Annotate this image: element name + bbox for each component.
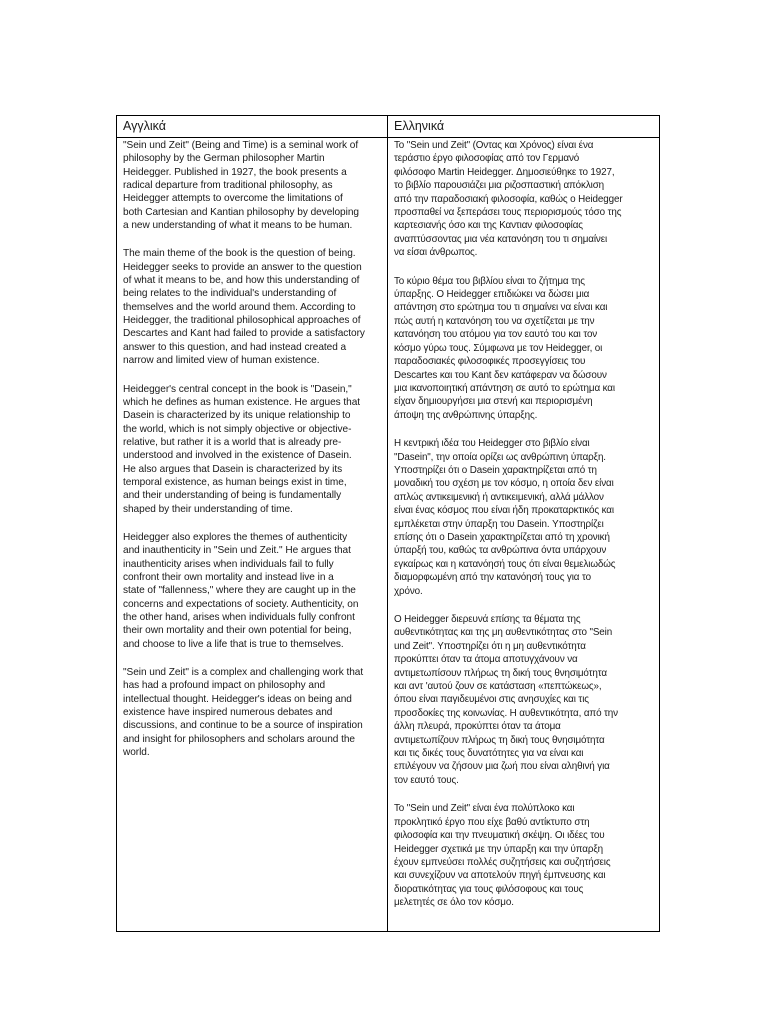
greek-paragraph: Η κεντρική ιδέα του Heidegger στο βιβλίο είναι "Dasein", την οποία ορίζει ως ανθρώπινη ύπαρξη. Υποστηρίζει ότι ο Dasein χαρακτηρίζεται από τη μοναδική του σχέση με τον κόσμο, η οποία δεν είναι απλώς αντικειμενική ή αντικειμενική, αλλά μάλλον είναι ένας κόσμος που είναι ήδη προκαταρκτικός και εμπλέκεται στην ύπαρξη του Dasein. Υποστηρίζει επίσης ότι ο Dasein χαρακτηρίζεται από τη χρονική ύπαρξή του, καθώς τα ανθρώπινα όντα υπάρχουν εγκαίρως και η κατανόησή τους ότι είναι θεμελιωδώς διαμορφωμένη από την κατανόησή τους για το χρόνο. <box>394 438 616 597</box>
greek-paragraph: Το "Sein und Zeit" (Οντας και Χρόνος) είναι ένα τεράστιο έργο φιλοσοφίας από τον Γερμανό φιλόσοφο Martin Heidegger. Δημοσιεύθηκε το 1927, το βιβλίο παρουσιάζει μια ριζοσπαστική απόκλιση από την παραδοσιακή φιλοσοφία, καθώς ο Heidegger προσπαθεί να ξεπεράσει τους περιορισμούς τόσο της καρτεσιανής όσο και της Καντιαν φιλοσοφίας αναπτύσσοντας μια νέα κατανόηση του τι σημαίνει να είσαι άνθρωπος. <box>394 140 623 259</box>
translation-table <box>116 115 660 932</box>
header-greek: Ελληνικά <box>388 116 660 138</box>
table-header-row <box>117 116 660 138</box>
english-paragraph: "Sein und Zeit" is a complex and challenging work that has had a profound impact on philosophy and intellectual thought. Heidegger's ideas on being and existence have inspired numerous debates and discussions, and continue to be a source of inspiration and insight for philosophers and scholars around the world. <box>123 667 364 759</box>
table-body-row <box>117 138 660 932</box>
header-english: Αγγλικά <box>117 116 388 138</box>
english-paragraph: Heidegger also explores the themes of authenticity and inauthenticity in "Sein und Zeit." He argues that inauthenticity arises when individuals fail to fully confront their own mortality and instead live in a state of "fallenness," where they are caught up in the concerns and expectations of society. Authenticity, on the other hand, arises when individuals fully confront their own mortality and their own potential for being, and choose to live a life that is true to themselves. <box>123 531 359 650</box>
greek-paragraph: Το κύριο θέμα του βιβλίου είναι το ζήτημα της ύπαρξης. Ο Heidegger επιδιώκει να δώσει μια απάντηση στο ερώτημα του τι σημαίνει να είναι και πώς αυτή η κατανόηση του να σχετίζεται με την κατανόηση του ατόμου για τον εαυτό του και τον κόσμο γύρω τους. Σύμφωνα με τον Heidegger, οι παραδοσιακές φιλοσοφικές προσεγγίσεις του Descartes και του Kant δεν κατάφεραν να δώσουν μια ικανοποιητική απάντηση σε αυτό το ερώτημα και είχαν δημιουργήσει μια στενή και περιορισμένη άποψη της ανθρώπινης ύπαρξης. <box>394 275 615 421</box>
greek-text-cell <box>388 138 660 932</box>
english-paragraph: The main theme of the book is the question of being. Heidegger seeks to provide an answer to the question of what it means to be, and how this understanding of being relates to the individual's understanding of themselves and the world around them. According to Heidegger, the traditional philosophical approaches of Descartes and Kant had failed to provide a satisfactory answer to this question, and had instead created a narrow and limited view of human existence. <box>123 248 365 367</box>
greek-paragraph: Το "Sein und Zeit" είναι ένα πολύπλοκο και προκλητικό έργο που είχε βαθύ αντίκτυπο στη φιλοσοφία και την πνευματική σκέψη. Οι ιδέες του Heidegger σχετικά με την ύπαρξη και την ύπαρξη έχουν εμπνεύσει πολλές συζητήσεις και συζητήσεις και συνεχίζουν να αποτελούν πηγή έμπνευσης και διορατικότητας για τους φιλόσοφους και τους μελετητές σε όλο τον κόσμο. <box>394 803 611 909</box>
english-paragraph: Heidegger's central concept in the book is "Dasein," which he defines as human existence. He argues that Dasein is characterized by its unique relationship to the world, which is not simply objective or objective- relative, but rather it is a world that is already pre- understood and involved in the existence of Dasein. He also argues that Dasein is characterized by its temporal existence, as human beings exist in time, and their understanding of being is fundamentally shaped by their understanding of time. <box>123 383 361 515</box>
english-paragraph: "Sein und Zeit" (Being and Time) is a seminal work of philosophy by the German philosopher Martin Heidegger. Published in 1927, the book presents a radical departure from traditional philosophy, as Heidegger attempts to overcome the limitations of both Cartesian and Kantian philosophy by developing a new understanding of what it means to be human. <box>123 140 359 232</box>
english-text-cell <box>117 138 388 932</box>
greek-paragraph: Ο Heidegger διερευνά επίσης τα θέματα της αυθεντικότητας και της μη αυθεντικότητας στο "Sein und Zeit". Υποστηρίζει ότι η μη αυθεντικότητα προκύπτει όταν τα άτομα αποτυγχάνουν να αντιμετωπίσουν πλήρως τη δική τους θνησιμότητα και αντ 'αυτού ζουν σε κατάσταση «πεπτώκεως», όπου είναι παγιδευμένοι στις ανησυχίες και τις προσδοκίες της κοινωνίας. Η αυθεντικότητα, από την άλλη πλευρά, προκύπτει όταν τα άτομα αντιμετωπίζουν πλήρως τη δική τους θνησιμότητα και τις δικές τους δυνατότητες για να είναι και επιλέγουν να ζήσουν μια ζωή που είναι αληθινή για τον εαυτό τους. <box>394 614 618 786</box>
